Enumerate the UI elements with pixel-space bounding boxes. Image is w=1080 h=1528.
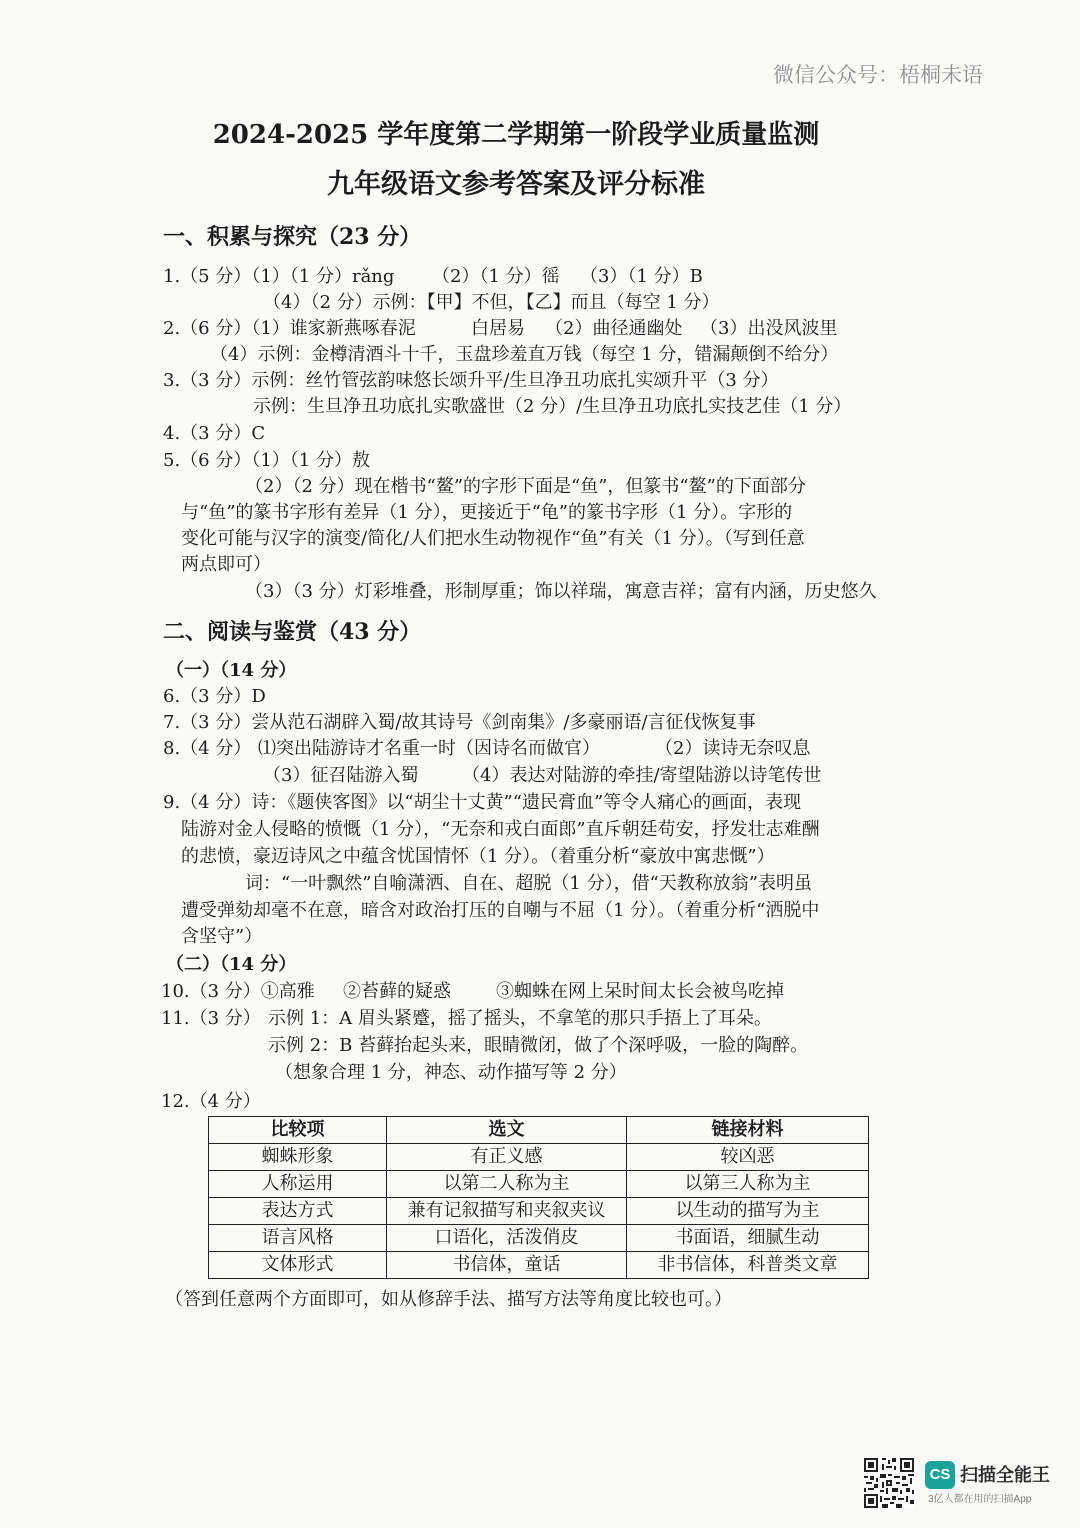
table-header: 链接材料 — [627, 1117, 869, 1144]
table-cell: 兼有记叙描写和夹叙夹议 — [387, 1198, 627, 1225]
answer-q3-line1: 3.（3 分）示例：丝竹管弦韵味悠长颂升平/生旦净丑功底扎实颂升平（3 分） — [163, 370, 779, 391]
answer-q4: 4.（3 分）C — [163, 423, 266, 444]
answer-q1-part2: （2）（1 分）徭 — [432, 266, 560, 287]
table-header: 选文 — [387, 1117, 627, 1144]
scanner-tagline: 3亿人都在用的扫描App — [928, 1494, 1032, 1505]
answer-q9-line6: 含坚守”） — [181, 926, 263, 947]
table-cell: 有正义感 — [387, 1144, 627, 1171]
table-cell: 语言风格 — [209, 1225, 387, 1252]
section-heading-2: 二、阅读与鉴赏（43 分） — [163, 619, 422, 645]
answer-q11-number: 11.（3 分） — [161, 1008, 261, 1029]
table-cell: 以生动的描写为主 — [627, 1198, 869, 1225]
answer-q10-part3: ③蜘蛛在网上呆时间太长会被鸟吃掉 — [496, 981, 784, 1002]
answer-q2-part1: 2.（6 分）（1）谁家新燕啄春泥 — [163, 318, 416, 339]
table-cell: 以第二人称为主 — [387, 1171, 627, 1198]
section-heading-1: 一、积累与探究（23 分） — [163, 224, 422, 250]
answer-q12: 12.（4 分） — [161, 1091, 261, 1112]
answer-q5-part1: 5.（6 分）（1）（1 分）敖 — [163, 450, 370, 471]
table-header-row — [209, 1117, 869, 1144]
answer-q2-part2: （2）曲径通幽处 — [545, 318, 683, 339]
table-cell: 较凶恶 — [627, 1144, 869, 1171]
comparison-table — [208, 1116, 869, 1279]
answer-q8-part1: ⑴突出陆游诗才名重一时（因诗名而做官） — [258, 738, 600, 759]
table-cell: 书信体，童话 — [387, 1252, 627, 1279]
answer-q5-part2-line3: 变化可能与汉字的演变/简化/人们把水生动物视作“鱼”有关（1 分）。（写到任意 — [181, 528, 805, 549]
table-header: 比较项 — [209, 1117, 387, 1144]
answer-q9-line2: 陆游对金人侵略的愤慨（1 分），“无奈和戎白面郎”直斥朝廷苟安，抒发壮志难酬 — [181, 819, 820, 840]
answer-q8-part2: （2）读诗无奈叹息 — [655, 738, 811, 759]
answer-q10-part1: 10.（3 分）①高雅 — [161, 981, 315, 1002]
answer-q2-part3: （3）出没风波里 — [700, 318, 838, 339]
answer-q7: 7.（3 分）尝从范石湖辟入蜀/故其诗号《剑南集》/多豪丽语/言征伐恢复事 — [163, 712, 756, 733]
table-row — [209, 1198, 869, 1225]
table-cell: 以第三人称为主 — [627, 1171, 869, 1198]
table-cell: 口语化，活泼俏皮 — [387, 1225, 627, 1252]
table-row — [209, 1171, 869, 1198]
answer-q6: 6.（3 分）D — [163, 686, 266, 707]
table-row — [209, 1252, 869, 1279]
answer-q3-line2: 示例：生旦净丑功底扎实歌盛世（2 分）/生旦净丑功底扎实技艺佳（1 分） — [253, 396, 852, 417]
answer-q5-part3: （3）（3 分）灯彩堆叠，形制厚重；饰以祥瑞，寓意吉祥；富有内涵，历史悠久 — [245, 581, 877, 602]
table-cell: 蜘蛛形象 — [209, 1144, 387, 1171]
answer-q1-part1: 1.（5 分）（1）（1 分）rǎng — [163, 266, 395, 287]
answer-q1-part4: （4）（2 分）示例：【甲】不但，【乙】而且（每空 1 分） — [263, 292, 720, 313]
answer-q8-part4: （4）表达对陆游的牵挂/寄望陆游以诗笔传世 — [462, 765, 822, 786]
answer-q5-part2-line4: 两点即可） — [181, 554, 271, 575]
answer-q5-part2-line1: （2）（2 分）现在楷书“鳌”的字形下面是“鱼”，但篆书“鳌”的下面部分 — [245, 476, 806, 497]
subsection-heading-1: （一）（14 分） — [166, 660, 297, 681]
table-cell: 表达方式 — [209, 1198, 387, 1225]
page-subtitle: 九年级语文参考答案及评分标准 — [327, 169, 705, 200]
answer-q11-scoring: （想象合理 1 分，神态、动作描写等 2 分） — [275, 1062, 627, 1083]
scanner-logo: CS — [925, 1461, 955, 1489]
answer-q11-example2: 示例 2：B 苔藓抬起头来，眼睛微闭，做了个深呼吸，一脸的陶醉。 — [268, 1035, 809, 1056]
answer-q5-part2-line2: 与“鱼”的篆书字形有差异（1 分），更接近于“龟”的篆书字形（1 分）。字形的 — [181, 502, 793, 523]
answer-q1-part3: （3）（1 分）B — [580, 266, 703, 287]
answer-q8-number: 8.（4 分） — [163, 738, 252, 759]
answer-q11-example1: 示例 1：A 眉头紧蹙，摇了摇头，不拿笔的那只手捂上了耳朵。 — [268, 1008, 772, 1029]
table-cell: 文体形式 — [209, 1252, 387, 1279]
page-title: 2024-2025 学年度第二学期第一阶段学业质量监测 — [212, 120, 820, 150]
answer-q8-part3: （3）征召陆游入蜀 — [263, 765, 419, 786]
answer-q9-line4: 词：“一叶飘然”自喻潇洒、自在、超脱（1 分），借“天教称放翁”表明虽 — [245, 873, 812, 894]
watermark: 微信公众号：梧桐未语 — [773, 63, 983, 87]
footnote: （答到任意两个方面即可，如从修辞手法、描写方法等角度比较也可。） — [165, 1289, 732, 1310]
scanner-brand-name: 扫描全能王 — [960, 1465, 1050, 1485]
answer-q2-part4: （4）示例：金樽清酒斗十千，玉盘珍羞直万钱（每空 1 分，错漏颠倒不给分） — [210, 344, 839, 365]
table-cell: 人称运用 — [209, 1171, 387, 1198]
answer-q9-line3: 的悲愤，豪迈诗风之中蕴含忧国情怀（1 分）。（着重分析“豪放中寓悲慨”） — [181, 846, 775, 867]
table-cell: 书面语，细腻生动 — [627, 1225, 869, 1252]
answer-q2-author: 白居易 — [471, 318, 525, 339]
answer-q10-part2: ②苔藓的疑惑 — [343, 981, 451, 1002]
table-row — [209, 1144, 869, 1171]
answer-q9-line1: 9.（4 分）诗：《题侠客图》以“胡尘十丈黄”“遗民膏血”等令人痛心的画面，表现 — [163, 792, 802, 813]
answer-q9-line5: 遭受弹劾却毫不在意，暗含对政治打压的自嘲与不屈（1 分）。（着重分析“洒脱中 — [181, 900, 820, 921]
table-row — [209, 1225, 869, 1252]
subsection-heading-2: （二）（14 分） — [166, 954, 297, 975]
table-cell: 非书信体，科普类文章 — [627, 1252, 869, 1279]
qr-code-icon — [862, 1458, 916, 1508]
